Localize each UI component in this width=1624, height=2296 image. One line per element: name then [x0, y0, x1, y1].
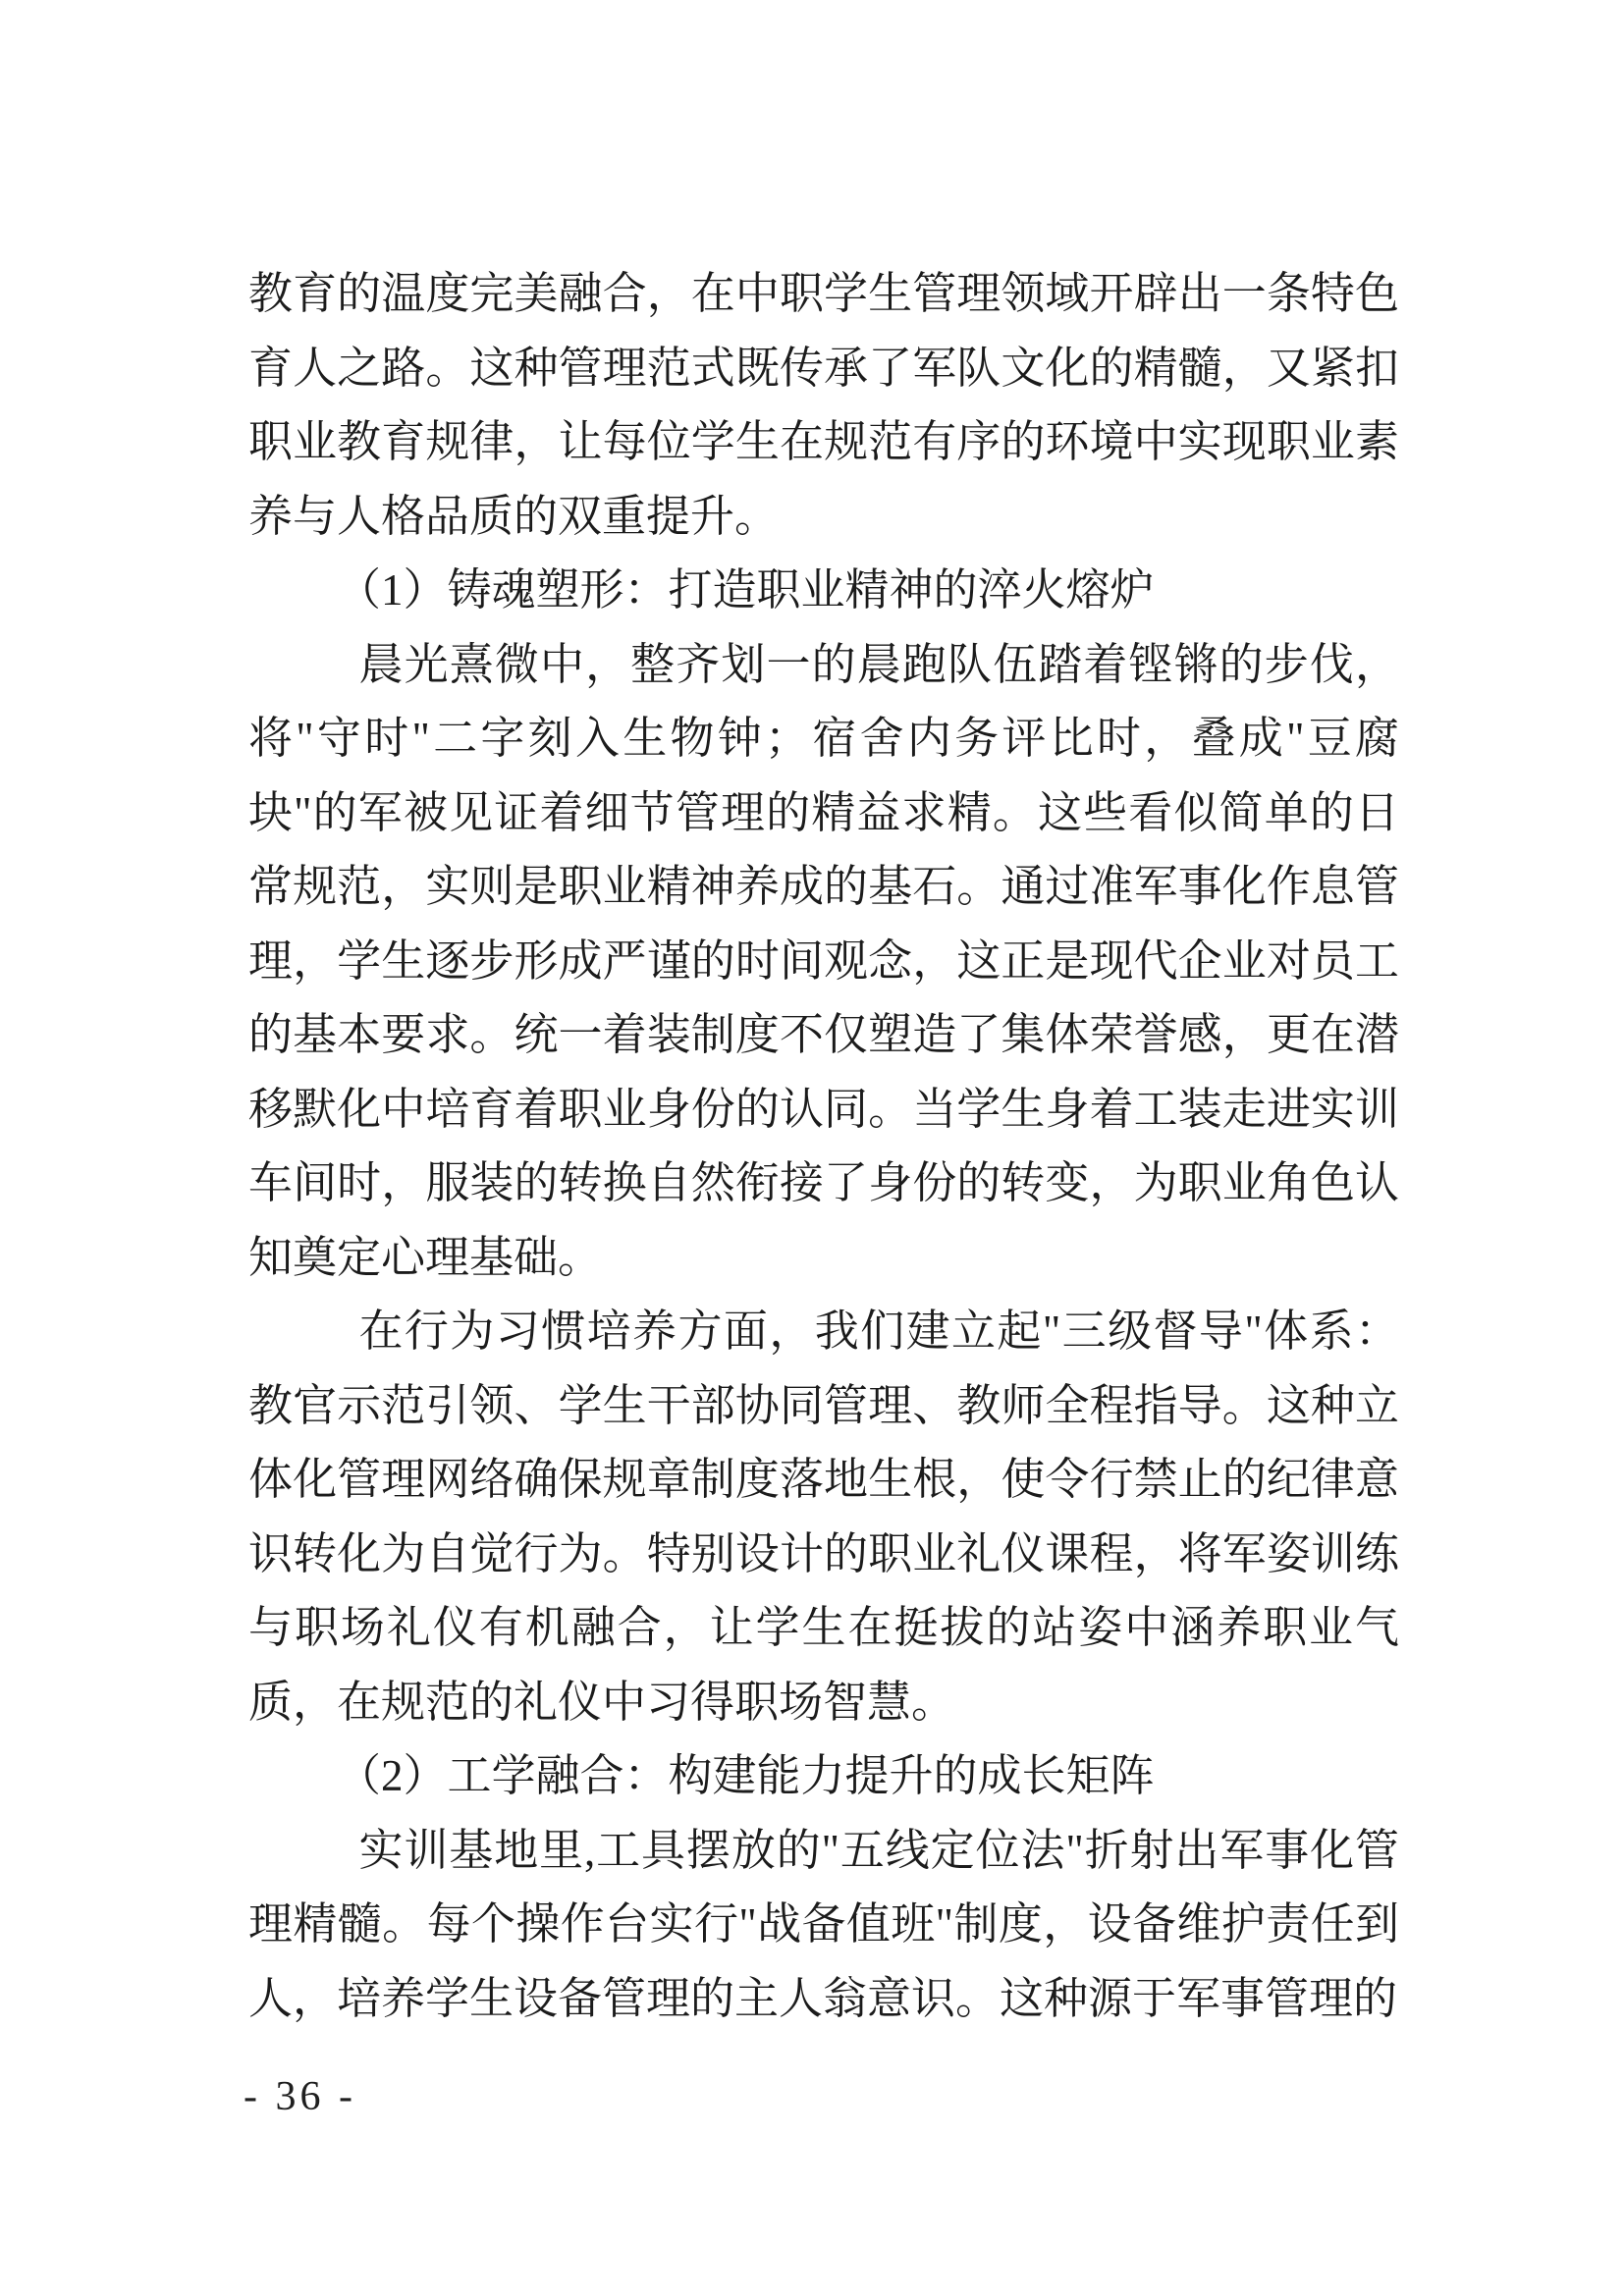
- page-number: - 36 -: [244, 2074, 356, 2119]
- paragraph: 实训基地里,工具摆放的"五线定位法"折射出军事化管理精髓。每个操作台实行"战备值班"制度，设备维护责任到人，培养学生设备管理的主人翁意识。这种源于军事管理的: [248, 1825, 1399, 2023]
- section-heading: （1）铸魂塑形：打造职业精神的淬火熔炉: [337, 565, 1155, 614]
- paragraph: 在行为习惯培养方面，我们建立起"三级督导"体系：教官示范引领、学生干部协同管理、教师全程指导。这种立体化管理网络确保规章制度落地生根，使令行禁止的纪律意识转化为自觉行为。特别设计的职业礼仪课程，将军姿训练与职场礼仪有机融合，让学生在挺拔的站姿中涵养职业气质，在规范的礼仪中习得职场智慧。: [248, 1307, 1399, 1727]
- document-text-block: [248, 257, 1399, 2036]
- section-heading: （2）工学融合：构建能力提升的成长矩阵: [337, 1751, 1155, 1800]
- paragraph: 晨光熹微中，整齐划一的晨跑队伍踏着铿锵的步伐，将"守时"二字刻入生物钟；宿舍内务评比时，叠成"豆腐块"的军被见证着细节管理的精益求精。这些看似简单的日常规范，实则是职业精神养成的基石。通过准军事化作息管理，学生逐步形成严谨的时间观念，这正是现代企业对员工的基本要求。统一着装制度不仅塑造了集体荣誉感，更在潜移默化中培育着职业身份的认同。当学生身着工装走进实训车间时，服装的转换自然衔接了身份的转变，为职业角色认知奠定心理基础。: [248, 639, 1399, 1282]
- paragraph-continuation: 教育的温度完美融合，在中职学生管理领域开辟出一条特色育人之路。这种管理范式既传承了军队文化的精髓，又紧扣职业教育规律，让每位学生在规范有序的环境中实现职业素养与人格品质的双重提升。: [248, 269, 1399, 541]
